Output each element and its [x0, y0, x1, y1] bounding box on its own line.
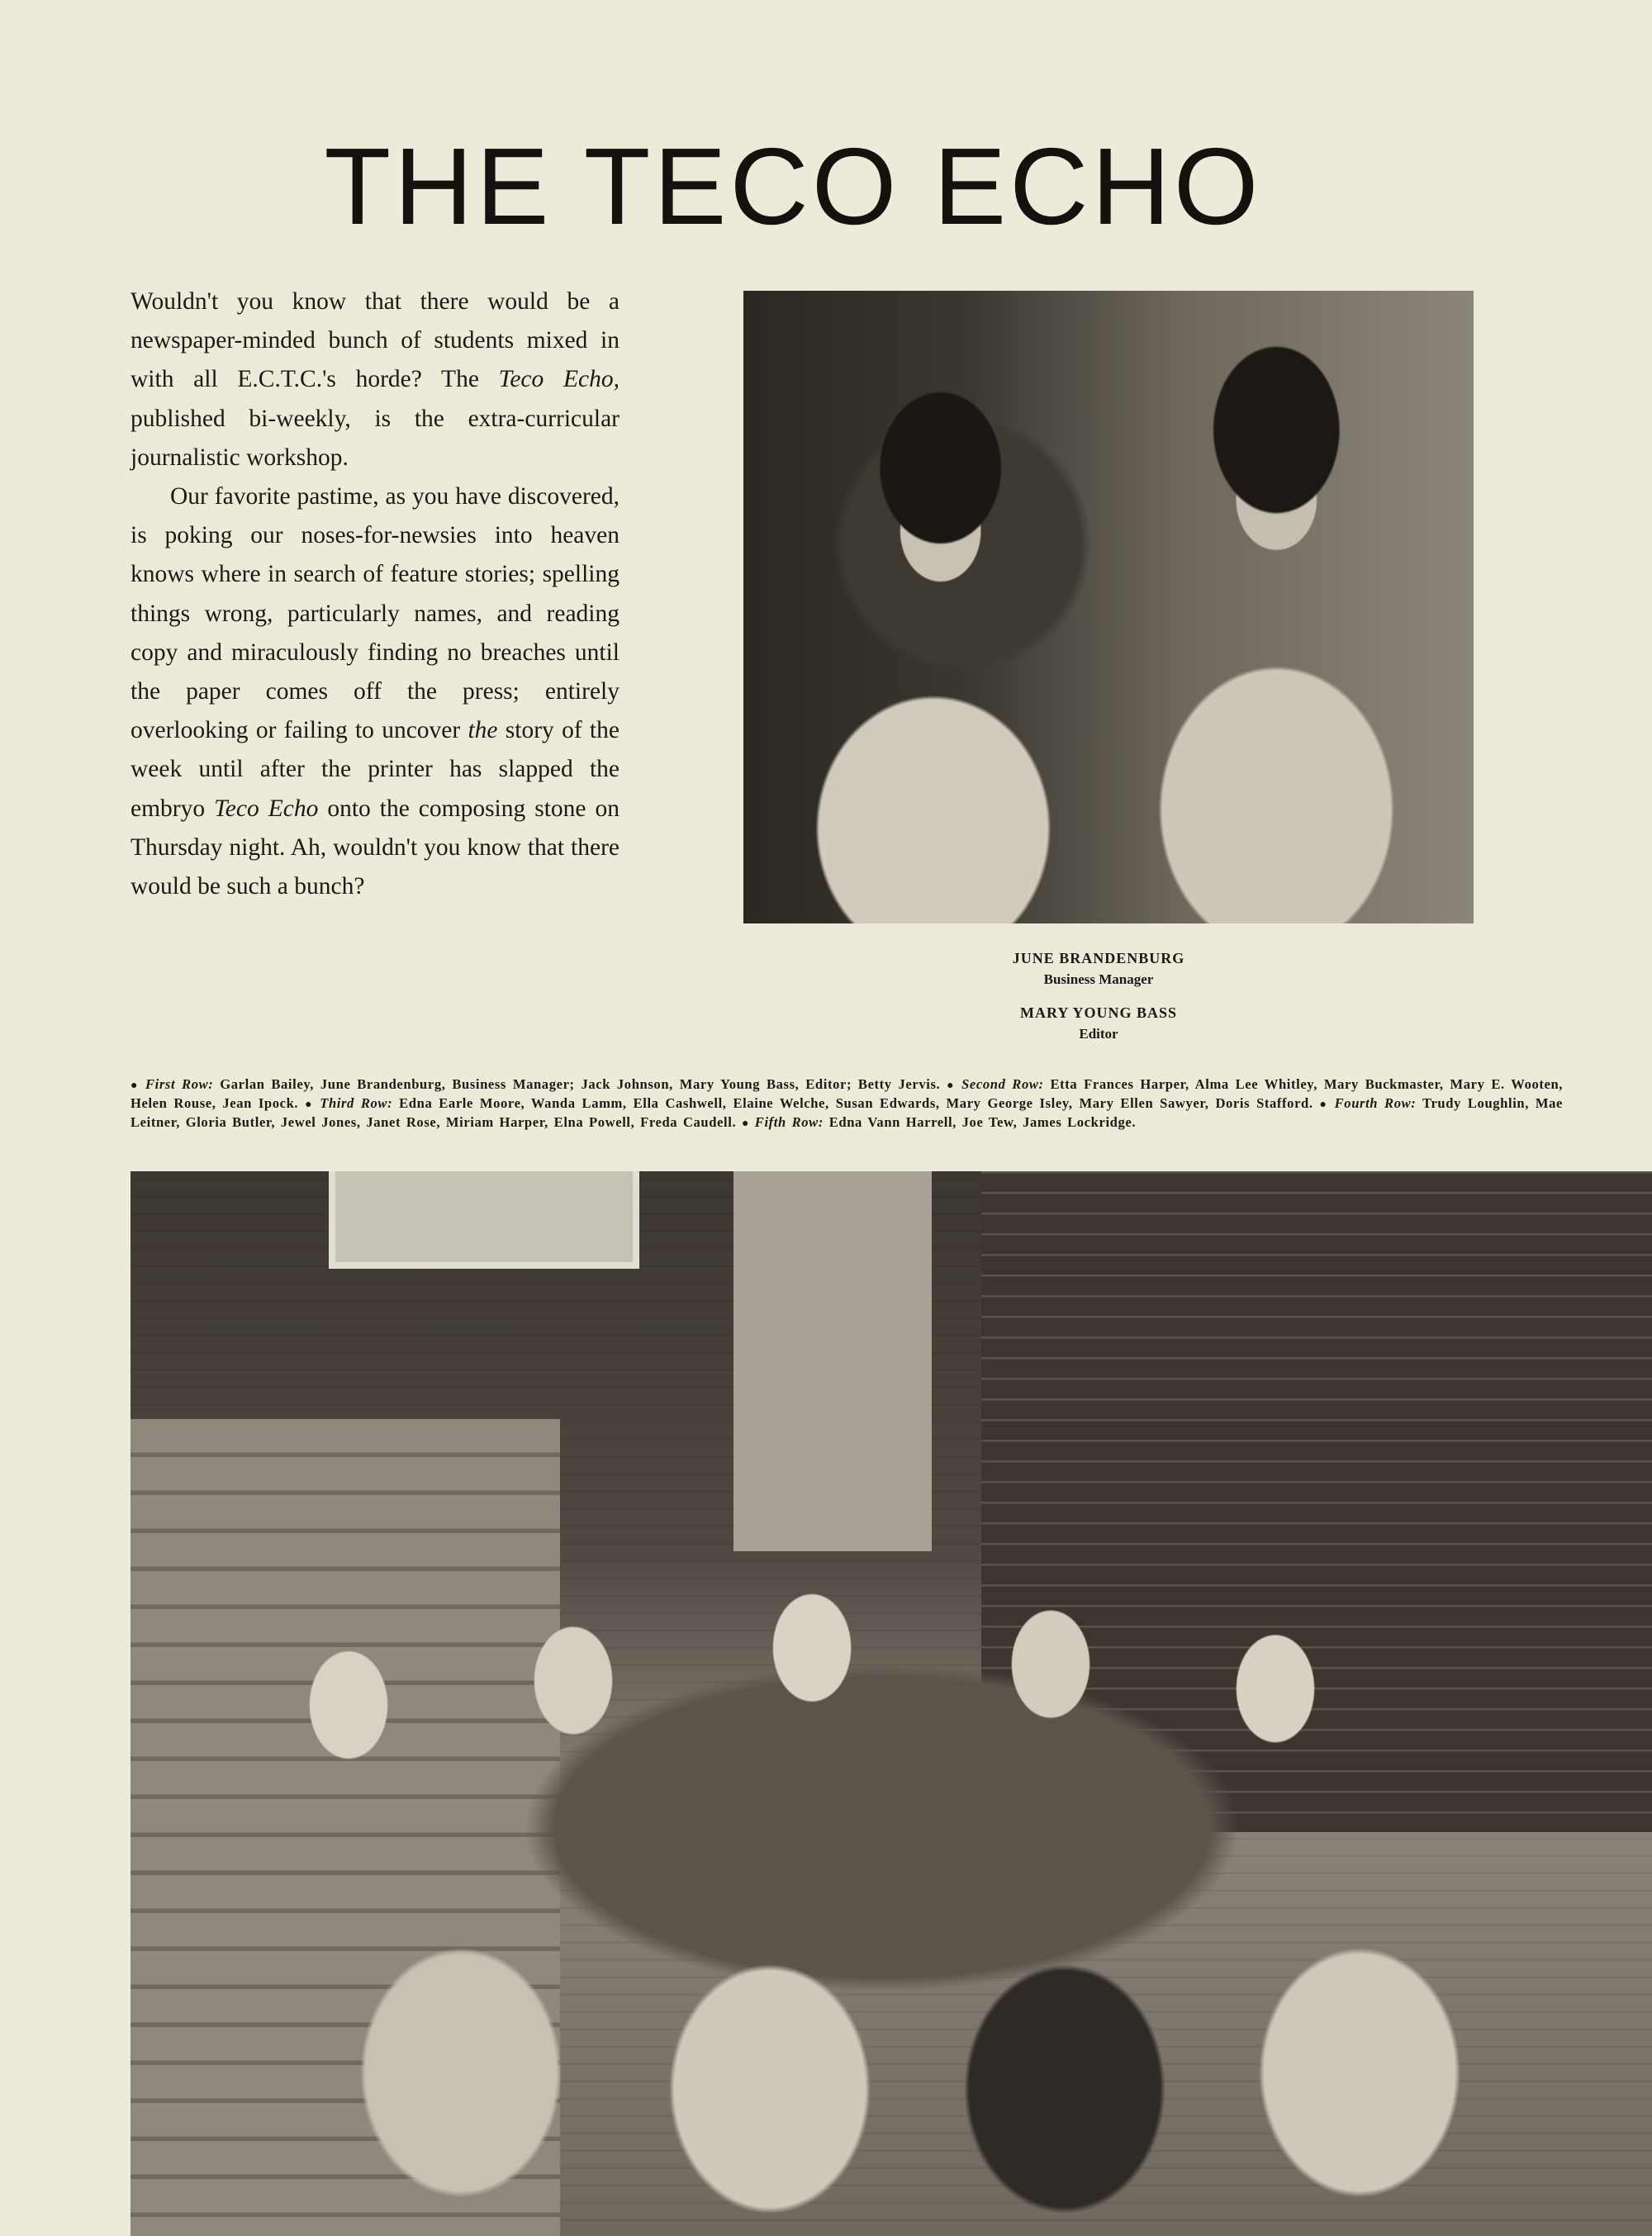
- caption-name: JUNE BRANDENBURG: [1012, 950, 1185, 966]
- editors-photo: [743, 291, 1474, 923]
- caption-business-manager: [975, 951, 1222, 986]
- bullet-icon: ●: [741, 1118, 750, 1130]
- caption-editor: [975, 1005, 1222, 1041]
- roster-row-names: Trudy Loughlin, Mae Leitner, Gloria Butler, Jewel Jones, Janet Rose, Miriam Harper, Elna Powell, Freda Caudell.: [131, 1095, 1564, 1130]
- bullet-icon: ●: [131, 1080, 140, 1092]
- intro-paragraph-1: Wouldn't you know that there would be a newspaper-minded bunch of students mixed in with all E.C.T.C.'s horde? The Teco Echo, published bi-weekly, is the extra-curricular journalistic workshop.: [131, 288, 620, 471]
- intro-paragraph-2: Our favorite pastime, as you have discovered, is poking our noses-for-newsies into heaven knows where in search of feature stories; spelling things wrong, particularly names, and reading copy and miraculously finding no breaches until the paper comes off the press; entirely overlooking or failing to uncover the story of the week until after the printer has slapped the embryo Teco Echo onto the composing stone on Thursday night. Ah, wouldn't you know that there would be such a bunch?: [131, 483, 620, 900]
- caption-role: Business Manager: [1043, 971, 1154, 987]
- group-photo: [131, 1171, 1652, 2236]
- building-window: [329, 1171, 639, 1269]
- roster-row-names: Edna Vann Harrell, Joe Tew, James Lockridge.: [828, 1114, 1137, 1130]
- page-title: THE TECO ECHO: [324, 126, 1262, 247]
- staff-roster: [131, 1075, 1563, 1132]
- bullet-icon: ●: [947, 1080, 956, 1092]
- roster-row-names: Edna Earle Moore, Wanda Lamm, Ella Cashwell, Elaine Welche, Susan Edwards, Mary George Isley, Mary Ellen Sawyer, Doris Stafford.: [399, 1095, 1313, 1111]
- roster-row-label: Fifth Row:: [754, 1114, 824, 1130]
- roster-row-label: Fourth Row:: [1334, 1095, 1417, 1111]
- bullet-icon: ●: [305, 1099, 314, 1111]
- caption-name: MARY YOUNG BASS: [1019, 1004, 1178, 1021]
- roster-row-names: Garlan Bailey, June Brandenburg, Business Manager; Jack Johnson, Mary Young Bass, Editor; Betty Jervis.: [220, 1076, 941, 1092]
- roster-row-label: First Row:: [145, 1076, 214, 1092]
- roster-row-names: Etta Frances Harper, Alma Lee Whitley, Mary Buckmaster, Mary E. Wooten, Helen Rouse, Jean Ipock.: [131, 1076, 1564, 1111]
- bullet-icon: ●: [1319, 1099, 1328, 1111]
- intro-text: [131, 282, 620, 906]
- caption-role: Editor: [1079, 1026, 1118, 1042]
- staff-group: [180, 1419, 1584, 2236]
- roster-row-label: Second Row:: [961, 1076, 1044, 1092]
- roster-row-label: Third Row:: [320, 1095, 393, 1111]
